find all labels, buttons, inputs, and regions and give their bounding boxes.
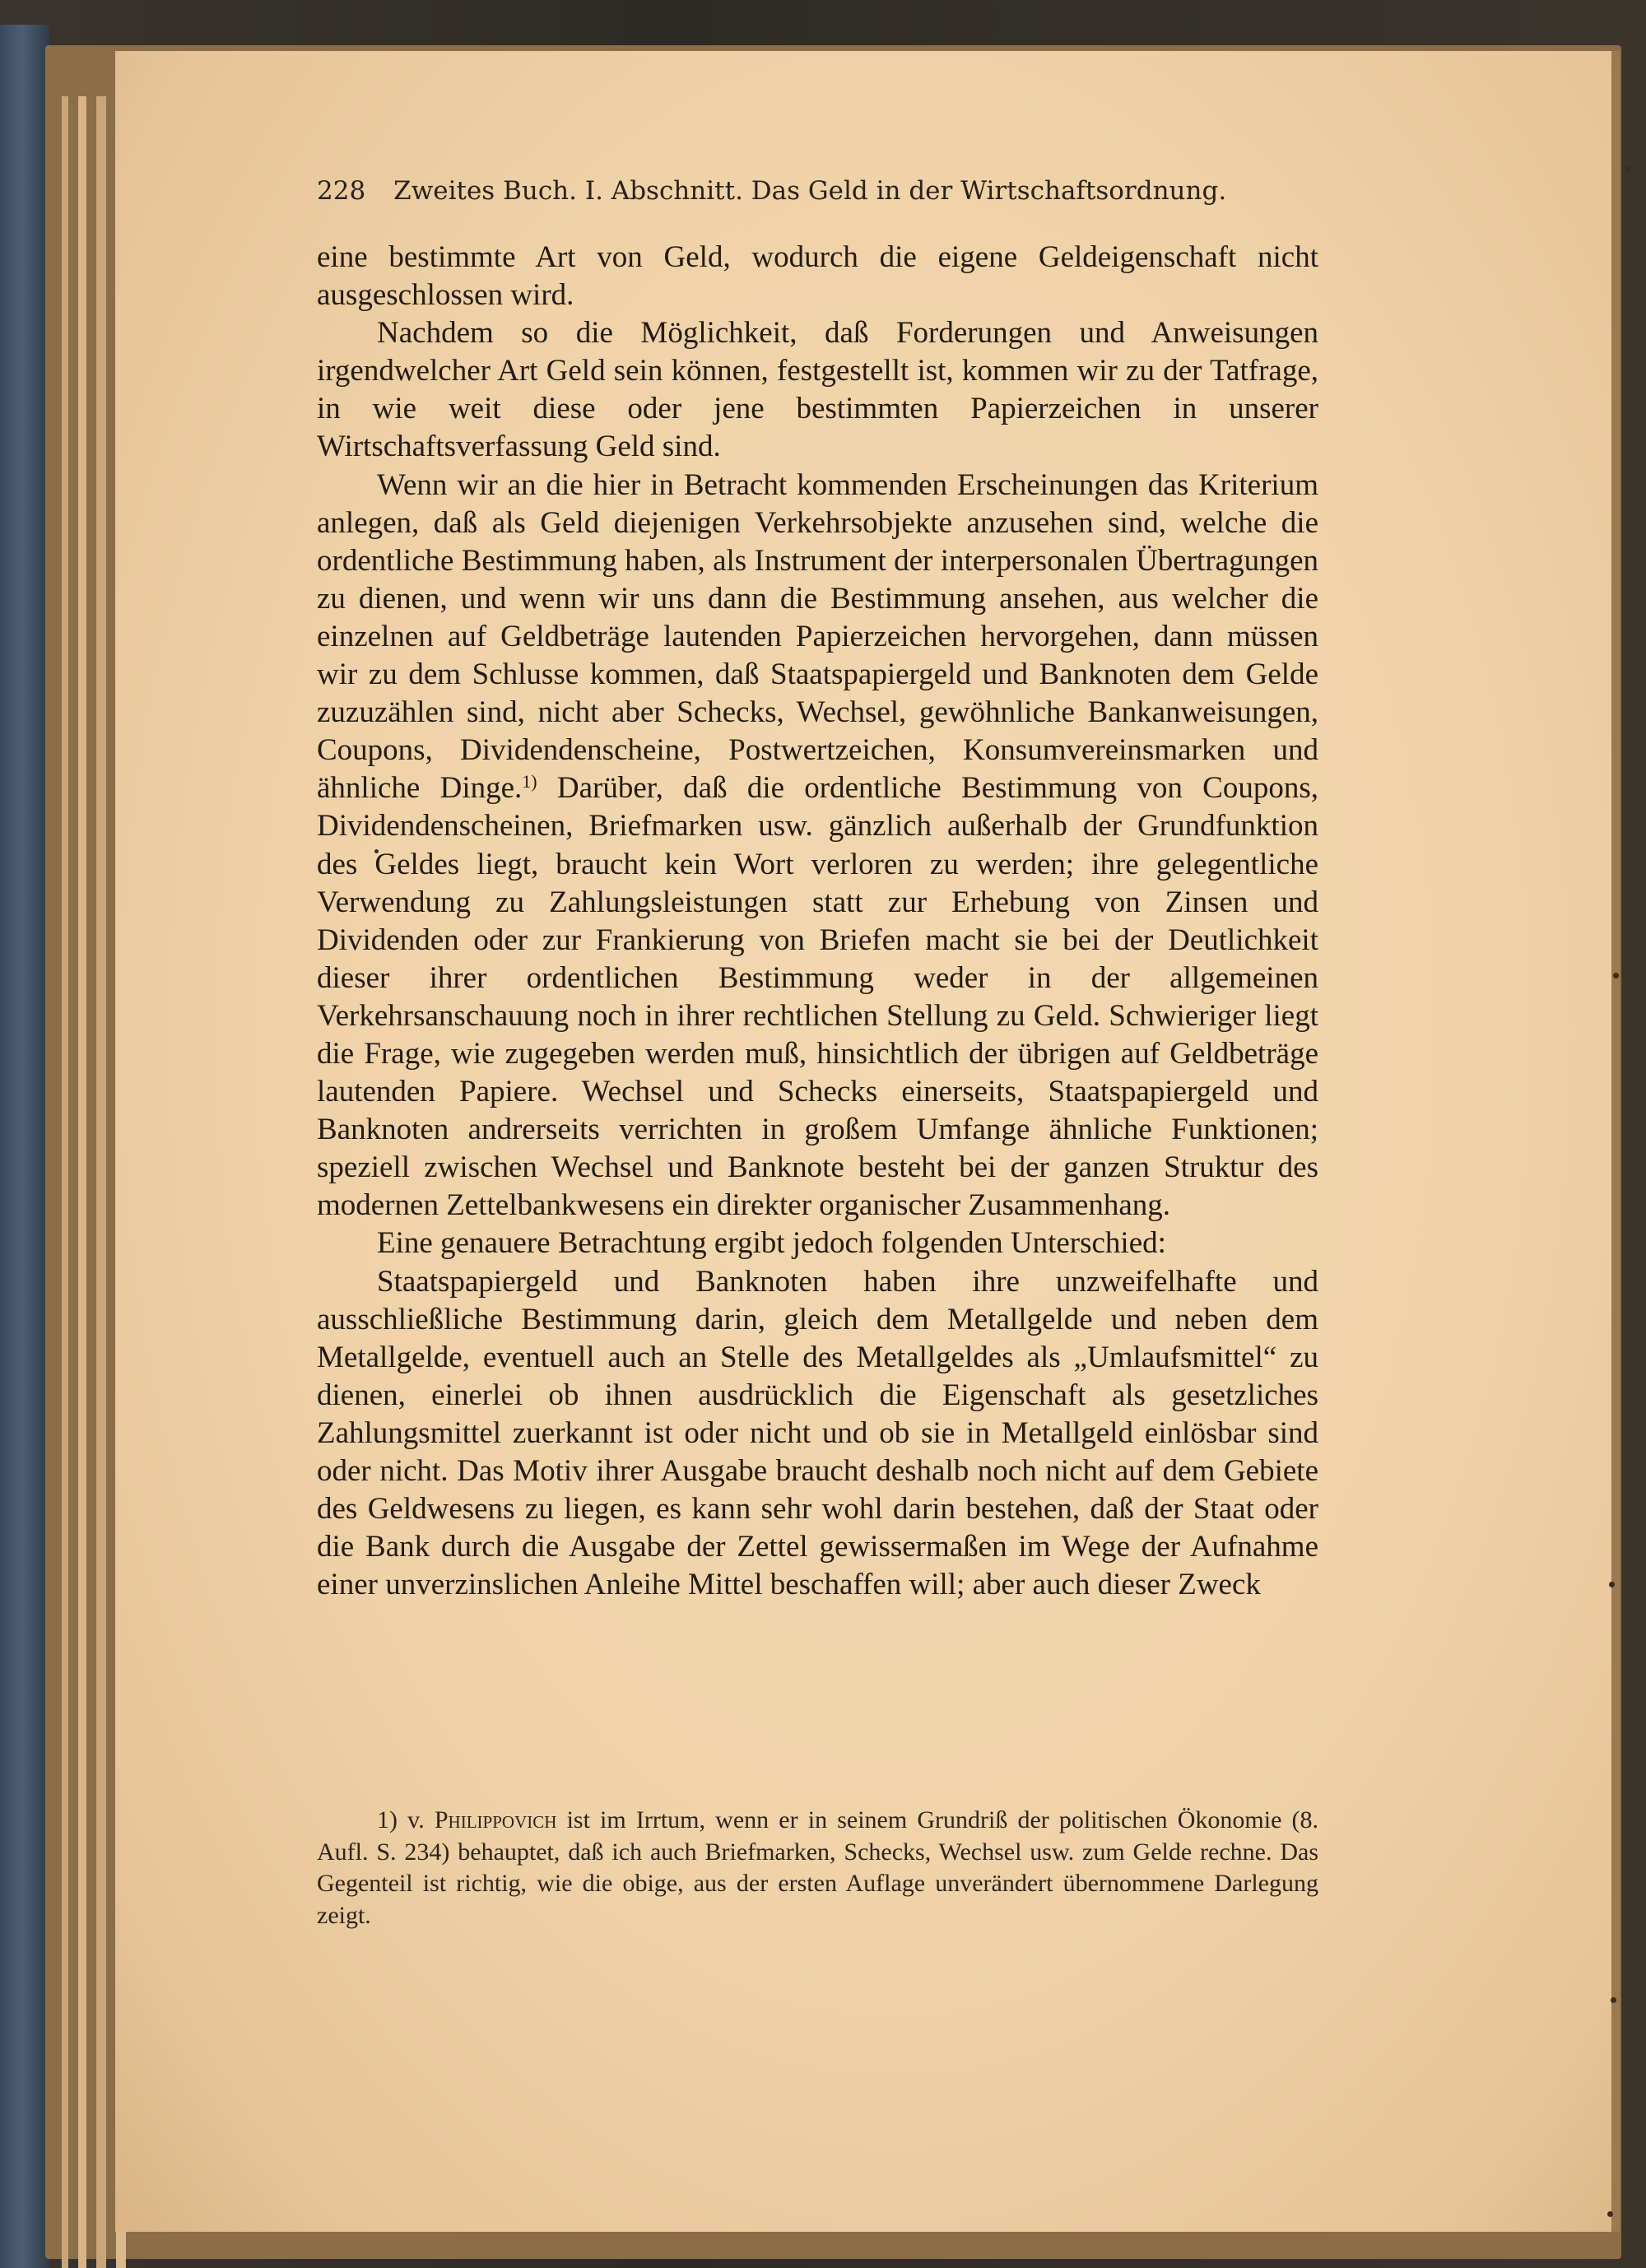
body-text xyxy=(317,239,1318,1604)
footnote-prefix: v. xyxy=(407,1806,425,1833)
paragraph: eine bestimmte Art von Geld, wodurch die eigene Geldeigenschaft nicht ausgeschlossen wird. xyxy=(317,240,1318,313)
page-edge-layer xyxy=(78,96,86,2268)
paragraph: Staatspapiergeld und Banknoten haben ihre unzweifelhafte und ausschließliche Bestimmung darin, gleich dem Metallgelde und neben dem Metallgelde, eventuell auch an Stelle des Metallgeldes als „Umlaufsmittel“ zu dienen, einerlei ob ihnen ausdrücklich die Eigenschaft als gesetzliches Zahlungsmittel zuerkannt ist oder nicht und ob sie in Metallgeld einlösbar sind oder nicht. Das Motiv ihrer Ausgabe braucht deshalb noch nicht auf dem Gebiete des Geldwesens zu liegen, es kann sehr wohl darin bestehen, daß der Staat oder die Bank durch die Ausgabe der Zettel gewissermaßen im Wege der Aufnahme einer unverzinslichen Anleihe Mittel beschaffen will; aber auch dieser Zweck xyxy=(317,1264,1318,1602)
footnote xyxy=(317,1805,1318,1931)
running-header xyxy=(317,176,1432,206)
paper-speck xyxy=(1611,1997,1616,2003)
page-number: 228 xyxy=(317,176,366,206)
paper-speck xyxy=(1609,1582,1615,1587)
paragraph: Eine genauere Betrachtung ergibt jedoch folgenden Unterschied: xyxy=(377,1226,1166,1261)
paper-speck xyxy=(1613,973,1619,978)
paragraph xyxy=(317,467,1318,1225)
footnote-marker: 1) xyxy=(377,1806,398,1833)
book-cover-edge xyxy=(0,25,49,2268)
paper-speck xyxy=(1607,2211,1613,2217)
page-edge-layer xyxy=(62,96,68,2268)
footnote-author: Philippovich xyxy=(434,1806,557,1833)
paragraph-text: Wenn wir an die hier in Betracht kommenden Erscheinungen das Kriterium anlegen, daß als Geld diejenigen Verkehrsobjekte anzusehen sind, welche die ordentliche Bestimmung haben, als Instrument der interpersonalen Übertragungen zu dienen, und wenn wir uns dann die Bestimmung ansehen, aus welcher die einzelnen auf Geldbeträge lautenden Papierzeichen hervorgehen, dann müssen wir zu dem Schlusse kommen, daß Staatspapiergeld und Banknoten dem Gelde zuzuzählen sind, nicht aber Schecks, Wechsel, gewöhnliche Bankanweisungen, Coupons, Dividendenscheine, Postwertzeichen, Konsumvereinsmarken und ähnliche Dinge. xyxy=(317,467,1318,806)
paragraph: Nachdem so die Möglichkeit, daß Forderungen und Anweisungen irgendwelcher Art Geld sein können, festgestellt ist, kommen wir zu der Tatfrage, in wie weit diese oder jene bestimmten Papierzeichen in unserer Wirtschaftsverfassung Geld sind. xyxy=(317,316,1318,464)
page-edge-layer xyxy=(96,96,106,2268)
footnote-text: ist im Irrtum, wenn er in seinem Grundriß der politischen Ökonomie (8. Aufl. S. 234) behauptet, daß ich auch Briefmarken, Schecks, Wechsel usw. zum Gelde rechne. Das Gegenteil ist richtig, wie die obige, aus der ersten Auflage unverändert übernommene Darlegung zeigt. xyxy=(317,1806,1319,1929)
paper-speck xyxy=(1625,166,1631,172)
footnote-reference: 1) xyxy=(522,771,537,792)
paragraph-text: Darüber, daß die ordentliche Bestimmung von Coupons, Dividendenscheinen, Briefmarken usw. gänzlich außerhalb der Grundfunktion des Geldes liegt, braucht kein Wort verloren zu werden; ihre gelegentliche Verwendung zu Zahlungsleistungen statt zur Erhebung von Zinsen und Dividenden oder zur Frankierung von Briefen macht sie bei der Deutlichkeit dieser ihrer ordentlichen Bestimmung weder in der allgemeinen Verkehrsanschauung noch in ihrer rechtlichen Stellung zu Geld. Schwieriger liegt die Frage, wie zugegeben werden muß, hinsichtlich der übrigen auf Geldbeträge lautenden Papiere. Wechsel und Schecks einerseits, Staatspapiergeld und Banknoten andrerseits verrichten in großem Umfange ähnliche Funktionen; speziell zwischen Wechsel und Banknote besteht bei der ganzen Struktur des modernen Zettelbankwesens ein direkter organischer Zusammenhang. xyxy=(317,771,1319,1223)
running-title: Zweites Buch. I. Abschnitt. Das Geld in der Wirtschaftsordnung. xyxy=(393,176,1227,206)
